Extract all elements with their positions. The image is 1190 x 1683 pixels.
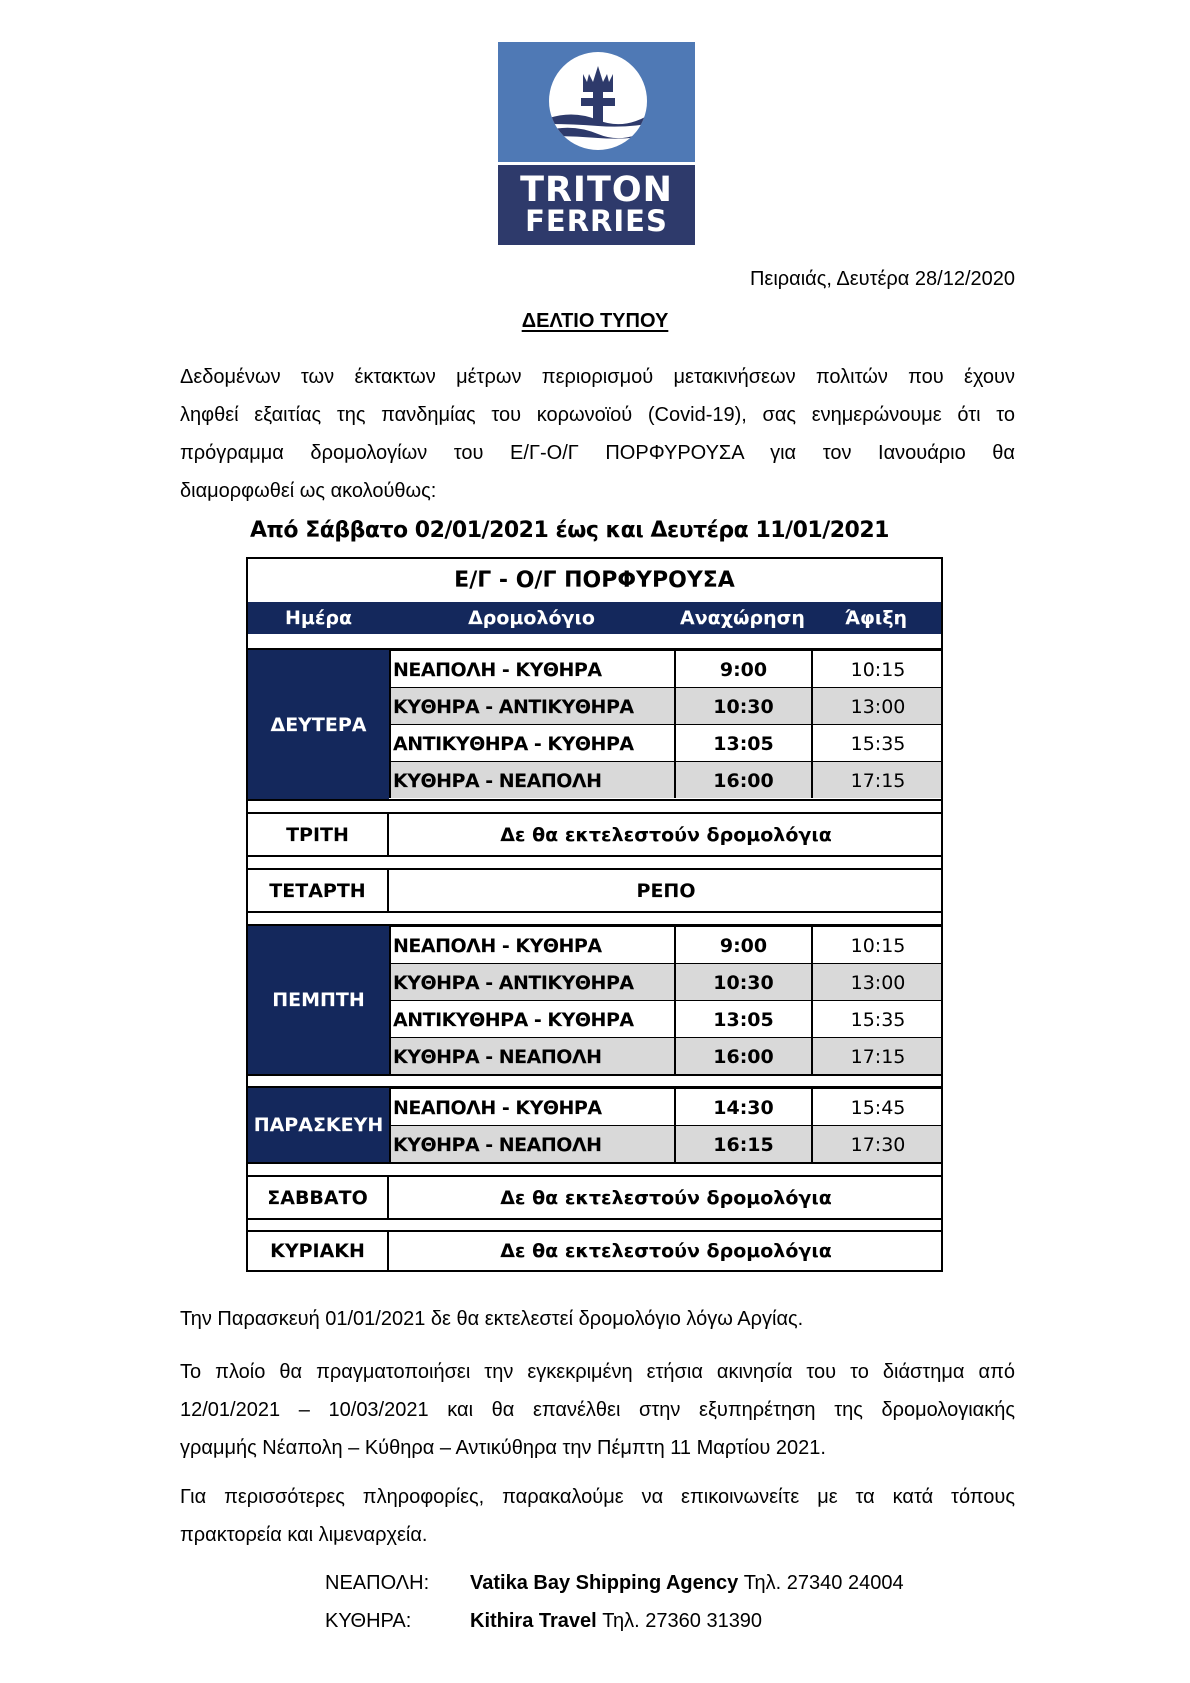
logo-top-panel bbox=[498, 42, 695, 162]
route-cell: ΑΝΤΙΚΥΘΗΡΑ - ΚΥΘΗΡΑ bbox=[393, 1009, 634, 1031]
intro-line: Δεδομένων των έκτακτων μέτρων περιορισμού μετακινήσεων πολιτών που έχουν bbox=[180, 366, 1015, 388]
arrival-cell: 15:35 bbox=[811, 1001, 943, 1037]
column-header-route: Δρομολόγιο bbox=[468, 607, 595, 629]
divider bbox=[248, 799, 941, 801]
document-title bbox=[0, 310, 1190, 333]
contact-location: ΝΕΑΠΟΛΗ: bbox=[325, 1572, 430, 1594]
arrival-cell: 13:00 bbox=[811, 688, 943, 724]
info-line: πρακτορεία και λιμεναρχεία. bbox=[180, 1524, 428, 1546]
divider bbox=[248, 1074, 941, 1076]
arrival-cell: 10:15 bbox=[811, 651, 943, 687]
contact-agency: Vatika Bay Shipping Agency bbox=[470, 1572, 739, 1594]
logo-line-1: TRITON bbox=[520, 170, 673, 210]
column-header-day: Ημέρα bbox=[284, 607, 353, 629]
day-block-thursday bbox=[248, 926, 941, 1074]
table-row bbox=[389, 963, 941, 1000]
trident-wave-icon bbox=[549, 52, 647, 150]
departure-cell: 13:05 bbox=[674, 1001, 811, 1037]
day-block-tuesday bbox=[248, 814, 941, 855]
table-row bbox=[389, 1037, 941, 1074]
table-row bbox=[389, 1088, 941, 1125]
route-cell: ΝΕΑΠΟΛΗ - ΚΥΘΗΡΑ bbox=[393, 659, 602, 681]
divider bbox=[248, 855, 941, 857]
schedule-table bbox=[246, 557, 943, 1272]
logo-line-2: FERRIES bbox=[525, 204, 668, 238]
intro-line: πρόγραμμα δρομολογίων του Ε/Γ-Ο/Γ ΠΟΡΦΥΡΟΥΣΑ για τον Ιανουάριο θα bbox=[180, 442, 1015, 464]
table-row bbox=[389, 926, 941, 963]
divider bbox=[248, 1162, 941, 1164]
intro-paragraph bbox=[180, 358, 1015, 510]
info-line: Για περισσότερες πληροφορίες, παρακαλούμε να επικοινωνείτε με τα κατά τόπους bbox=[180, 1486, 1015, 1508]
day-label: ΠΕΜΠΤΗ bbox=[248, 926, 389, 1074]
contact-row-kythira bbox=[0, 1610, 1190, 1640]
day-label: ΣΑΒΒΑΤΟ bbox=[248, 1177, 389, 1218]
departure-cell: 9:00 bbox=[674, 927, 811, 963]
table-title: Ε/Γ - Ο/Γ ΠΟΡΦΥΡΟΥΣΑ bbox=[454, 568, 735, 593]
table-row bbox=[389, 1000, 941, 1037]
holiday-note-text: Την Παρασκευή 01/01/2021 δε θα εκτελεστεί δρομολόγιο λόγω Αργίας. bbox=[180, 1308, 804, 1330]
contact-details bbox=[470, 1610, 762, 1633]
day-note: Δε θα εκτελεστούν δρομολόγια bbox=[500, 1240, 832, 1262]
day-note: Δε θα εκτελεστούν δρομολόγια bbox=[500, 1186, 832, 1209]
arrival-cell: 13:00 bbox=[811, 964, 943, 1000]
table-row bbox=[389, 687, 941, 724]
day-block-wednesday bbox=[248, 870, 941, 911]
contact-phone: Τηλ. 27360 31390 bbox=[602, 1610, 763, 1632]
day-note: Δε θα εκτελεστούν δρομολόγια bbox=[500, 823, 832, 846]
day-label: ΔΕΥΤΕΡΑ bbox=[248, 650, 389, 799]
day-note: ΡΕΠΟ bbox=[636, 879, 696, 902]
layup-line: γραμμής Νέαπολη – Κύθηρα – Αντικύθηρα την Πέμπτη 11 Μαρτίου 2021. bbox=[180, 1437, 826, 1459]
info-paragraph bbox=[180, 1478, 1015, 1554]
contact-row-neapoli bbox=[0, 1572, 1190, 1602]
route-cell: ΑΝΤΙΚΥΘΗΡΑ - ΚΥΘΗΡΑ bbox=[393, 733, 634, 755]
intro-line: διαμορφωθεί ως ακολούθως: bbox=[180, 480, 437, 502]
arrival-cell: 10:15 bbox=[811, 927, 943, 963]
document-title-text: ΔΕΛΤΙΟ ΤΥΠΟΥ bbox=[521, 310, 669, 332]
arrival-cell: 17:15 bbox=[811, 762, 943, 798]
route-cell: ΚΥΘΗΡΑ - ΝΕΑΠΟΛΗ bbox=[393, 1134, 602, 1156]
table-row bbox=[389, 650, 941, 687]
day-label: ΠΑΡΑΣΚΕΥΗ bbox=[248, 1088, 389, 1162]
contact-agency: Kithira Travel bbox=[470, 1610, 597, 1632]
arrival-cell: 17:15 bbox=[811, 1038, 943, 1074]
intro-line: ληφθεί εξαιτίας της πανδημίας του κορωνοϊού (Covid-19), σας ενημερώνουμε ότι το bbox=[180, 404, 1015, 426]
day-block-sunday bbox=[248, 1232, 941, 1270]
layup-line: Το πλοίο θα πραγματοποιήσει την εγκεκριμένη ετήσια ακινησία του το διάστημα από bbox=[180, 1361, 1015, 1383]
table-row bbox=[389, 724, 941, 761]
contact-details bbox=[470, 1572, 904, 1595]
contact-phone: Τηλ. 27340 24004 bbox=[743, 1572, 904, 1594]
route-cell: ΝΕΑΠΟΛΗ - ΚΥΘΗΡΑ bbox=[393, 1097, 602, 1119]
triton-ferries-logo bbox=[498, 42, 695, 245]
divider bbox=[248, 911, 941, 913]
departure-cell: 16:15 bbox=[674, 1126, 811, 1162]
date-line: Πειραιάς, Δευτέρα 28/12/2020 bbox=[749, 268, 1015, 290]
departure-cell: 16:00 bbox=[674, 762, 811, 798]
departure-cell: 10:30 bbox=[674, 688, 811, 724]
table-header-row bbox=[248, 602, 941, 634]
day-label: ΤΡΙΤΗ bbox=[248, 814, 389, 855]
arrival-cell: 17:30 bbox=[811, 1126, 943, 1162]
layup-paragraph bbox=[180, 1353, 1015, 1467]
day-block-friday bbox=[248, 1088, 941, 1162]
route-cell: ΚΥΘΗΡΑ - ΝΕΑΠΟΛΗ bbox=[393, 770, 602, 792]
table-row bbox=[389, 761, 941, 798]
period-heading: Από Σάββατο 02/01/2021 έως και Δευτέρα 11/01/2021 bbox=[250, 518, 889, 543]
arrival-cell: 15:35 bbox=[811, 725, 943, 761]
day-block-monday bbox=[248, 650, 941, 799]
departure-cell: 14:30 bbox=[674, 1089, 811, 1125]
table-row bbox=[389, 1125, 941, 1162]
arrival-cell: 15:45 bbox=[811, 1089, 943, 1125]
column-header-departure: Αναχώρηση bbox=[680, 607, 805, 629]
layup-line: 12/01/2021 – 10/03/2021 και θα επανέλθει στην εξυπηρέτηση της δρομολογιακής bbox=[180, 1399, 1015, 1421]
departure-cell: 13:05 bbox=[674, 725, 811, 761]
route-cell: ΚΥΘΗΡΑ - ΑΝΤΙΚΥΘΗΡΑ bbox=[393, 972, 634, 994]
contact-location: ΚΥΘΗΡΑ: bbox=[325, 1610, 412, 1632]
column-header-arrival: Άφιξη bbox=[844, 607, 908, 629]
route-cell: ΝΕΑΠΟΛΗ - ΚΥΘΗΡΑ bbox=[393, 935, 602, 957]
holiday-note bbox=[180, 1300, 1015, 1338]
route-cell: ΚΥΘΗΡΑ - ΑΝΤΙΚΥΘΗΡΑ bbox=[393, 696, 634, 718]
divider bbox=[248, 1218, 941, 1220]
day-label: ΚΥΡΙΑΚΗ bbox=[248, 1232, 389, 1270]
route-cell: ΚΥΘΗΡΑ - ΝΕΑΠΟΛΗ bbox=[393, 1046, 602, 1068]
day-label: ΤΕΤΑΡΤΗ bbox=[248, 870, 389, 911]
departure-cell: 9:00 bbox=[674, 651, 811, 687]
departure-cell: 16:00 bbox=[674, 1038, 811, 1074]
day-block-saturday bbox=[248, 1177, 941, 1218]
departure-cell: 10:30 bbox=[674, 964, 811, 1000]
